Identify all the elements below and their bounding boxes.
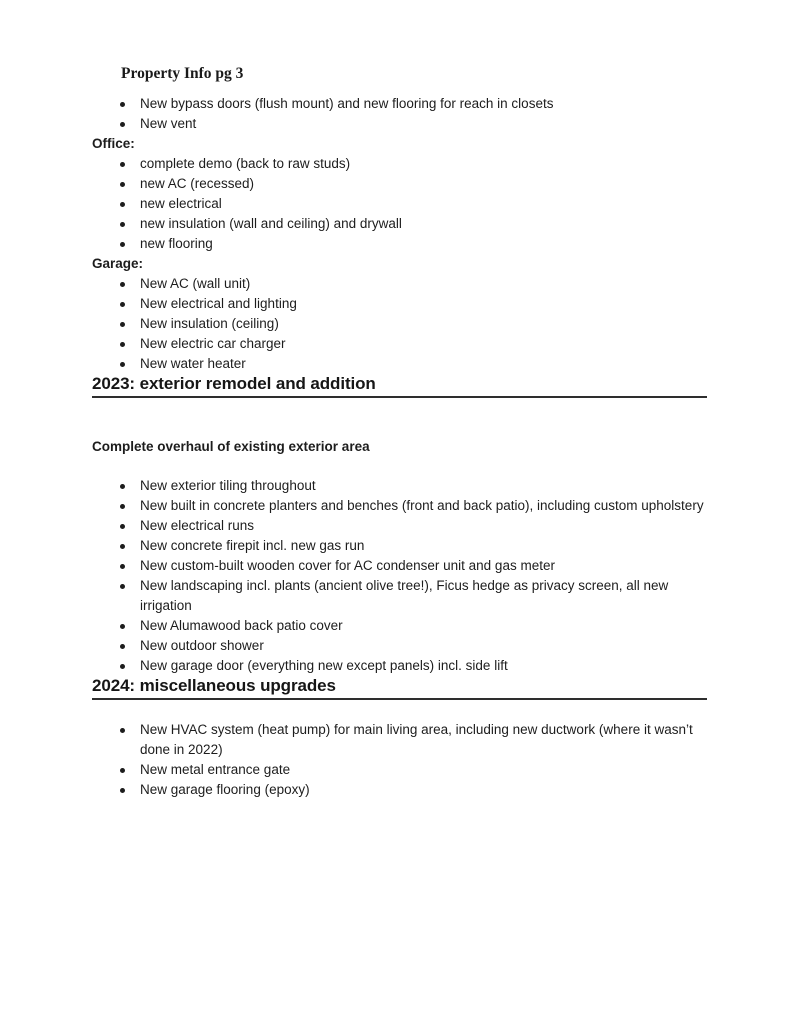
- bullet-item: New bypass doors (flush mount) and new flooring for reach in closets: [92, 94, 707, 114]
- garage-label: Garage:: [92, 256, 144, 271]
- bullet-item: New metal entrance gate: [92, 760, 707, 780]
- bullet-item: New outdoor shower: [92, 636, 707, 656]
- section-2024-bullet-list: [92, 720, 707, 800]
- section-2023-bullet-list: [92, 476, 707, 676]
- bullet-item: New garage flooring (epoxy): [92, 780, 707, 800]
- bullet-item: New custom-built wooden cover for AC condenser unit and gas meter: [92, 556, 707, 576]
- garage-bullet-list: [92, 274, 707, 374]
- bullet-item: complete demo (back to raw studs): [92, 154, 707, 174]
- office-label: Office:: [92, 136, 135, 151]
- section-2023-subheading: Complete overhaul of existing exterior area: [92, 439, 370, 454]
- bullet-item: New electric car charger: [92, 334, 707, 354]
- bullet-item: New concrete firepit incl. new gas run: [92, 536, 707, 556]
- bullet-item: New electrical runs: [92, 516, 707, 536]
- bullet-item: New Alumawood back patio cover: [92, 616, 707, 636]
- bullet-item: New built in concrete planters and benches (front and back patio), including custom upholstery: [92, 496, 707, 516]
- bullet-item: New electrical and lighting: [92, 294, 707, 314]
- section-heading-2023: 2023: exterior remodel and addition: [92, 374, 707, 398]
- bullet-item: New garage door (everything new except panels) incl. side lift: [92, 656, 707, 676]
- bullet-item: New insulation (ceiling): [92, 314, 707, 334]
- bullet-item: new flooring: [92, 234, 707, 254]
- bullet-item: New landscaping incl. plants (ancient olive tree!), Ficus hedge as privacy screen, all new irrigation: [92, 576, 707, 616]
- bullet-item: new AC (recessed): [92, 174, 707, 194]
- bullet-item: New exterior tiling throughout: [92, 476, 707, 496]
- bullet-item: New AC (wall unit): [92, 274, 707, 294]
- bullet-item: New HVAC system (heat pump) for main living area, including new ductwork (where it wasn’t done in 2022): [92, 720, 707, 760]
- bullet-item: New water heater: [92, 354, 707, 374]
- bullet-item: new electrical: [92, 194, 707, 214]
- bullet-item: new insulation (wall and ceiling) and drywall: [92, 214, 707, 234]
- bullet-item: New vent: [92, 114, 707, 134]
- office-bullet-list: [92, 154, 707, 254]
- section-heading-2024: 2024: miscellaneous upgrades: [92, 676, 707, 700]
- top-bullet-list: [92, 94, 707, 134]
- page-title: Property Info pg 3: [121, 65, 244, 82]
